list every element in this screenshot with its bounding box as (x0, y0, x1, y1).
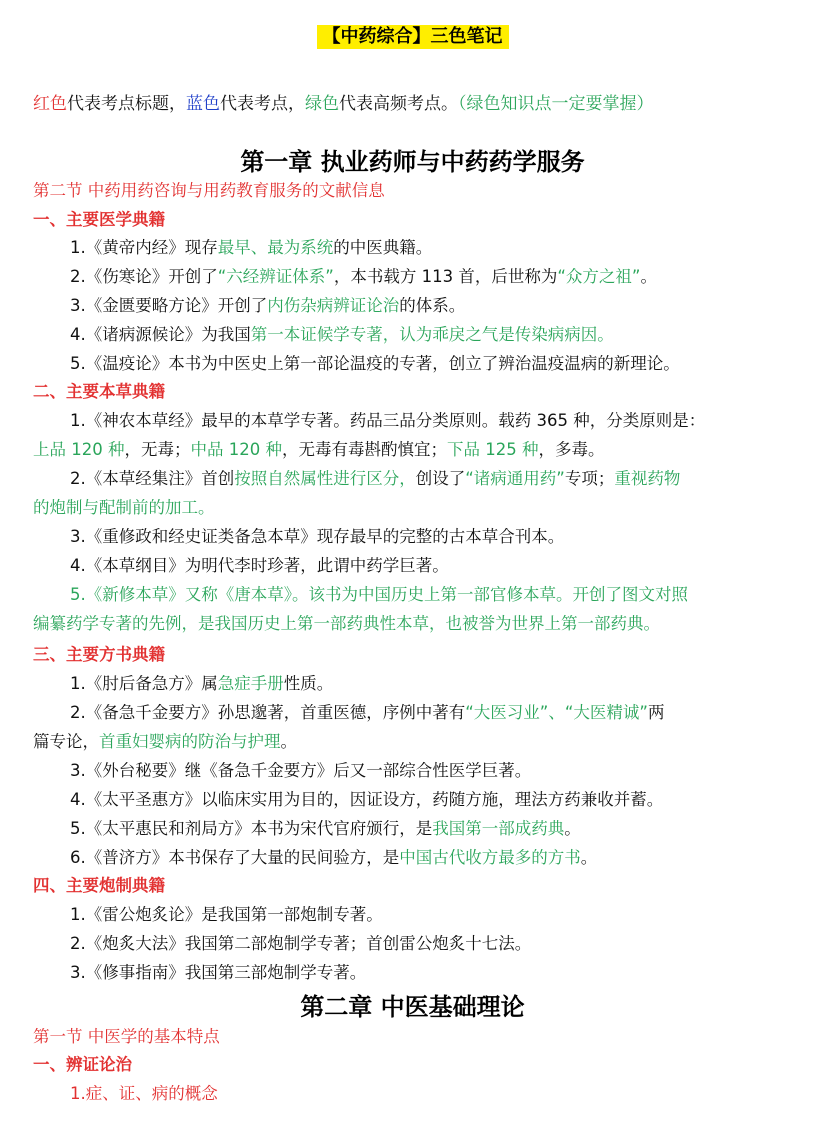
text-run: 。 (640, 267, 657, 286)
text-run: 3.《外台秘要》继《备急千金要方》后又一部综合性医学巨著。 (70, 761, 532, 780)
text-run: 的体系。 (399, 296, 466, 315)
text-run: ，多毒。 (538, 440, 605, 459)
legend-red: 红色 (33, 94, 67, 114)
chapter1-sub3-line (33, 732, 297, 752)
chapter1-sub3-line (70, 790, 663, 810)
chapter1-sub1-line (70, 267, 657, 287)
text-run: “诸病通用药” (465, 469, 565, 488)
text-run: 最早、最为系统 (217, 238, 334, 257)
chapter1-sub3-line (70, 703, 664, 723)
chapter1-sub1-line (70, 238, 432, 258)
text-run: 3.《重修政和经史证类备急本草》现存最早的完整的古本草合刊本。 (70, 527, 565, 546)
legend-green: 绿色 (305, 94, 339, 114)
document-title (0, 25, 825, 49)
text-run: 2.《备急千金要方》孙思邈著，首重医德，序例中著有 (70, 703, 466, 722)
chapter1-sub2-line (33, 440, 604, 460)
text-run: ，无毒； (124, 440, 191, 459)
text-run: 中品 120 种 (190, 440, 282, 459)
text-run: ，无毒有毒斟酌慎宜； (281, 440, 447, 459)
text-run: 两 (647, 703, 665, 722)
text-run: 第一本证候学专著，认为乖戾之气是传染病病因。 (250, 325, 614, 344)
text-run: 3.《金匮要略方论》开创了 (70, 296, 268, 315)
chapter1-sub2-line (70, 556, 449, 576)
text-run: 内伤杂病辨证论治 (267, 296, 400, 315)
chapter1-sub1-heading: 一、主要医学典籍 (33, 210, 165, 229)
text-run: 下品 125 种 (446, 440, 539, 459)
chapter2-sub1-heading: 一、辨证论治 (33, 1055, 132, 1074)
chapter1-sub4-line (70, 934, 531, 954)
text-run: 的炮制与配制前的加工。 (33, 498, 215, 517)
chapter2-item1: 1.症、证、病的概念 (70, 1084, 218, 1103)
chapter1-sub4-heading: 四、主要炮制典籍 (33, 876, 165, 895)
text-run: 我国第一部成药典 (432, 819, 565, 838)
legend-note: （绿色知识点一定要掌握） (458, 94, 654, 114)
text-run: 6.《普济方》本书保存了大量的民间验方，是 (70, 848, 400, 867)
text-run: 2.《本草经集注》首创 (70, 469, 235, 488)
chapter2-section: 第一节 中医学的基本特点 (33, 1027, 220, 1046)
color-legend (33, 94, 654, 114)
legend-blue-desc: 代表考点， (220, 94, 305, 114)
text-run: 1.《雷公炮炙论》是我国第一部炮制专著。 (70, 905, 383, 924)
text-run: 5.《太平惠民和剂局方》本书为宋代官府颁行，是 (70, 819, 433, 838)
document-title-text: 【中药综合】三色笔记 (317, 25, 509, 49)
chapter1-title: 第一章 执业药师与中药药学服务 (240, 147, 585, 176)
chapter1-sub2-line (33, 614, 660, 634)
text-run: 创设了 (415, 469, 466, 488)
text-run: 。 (280, 732, 297, 751)
text-run: 4.《太平圣惠方》以临床实用为目的，因证设方，药随方施，理法方药兼收并蓄。 (70, 790, 664, 809)
chapter1-sub4-line (70, 963, 366, 983)
chapter1-sub2-heading: 二、主要本草典籍 (33, 382, 165, 401)
text-run: 2.《炮炙大法》我国第二部炮制学专著；首创雷公炮炙十七法。 (70, 934, 532, 953)
chapter1-sub2-line (70, 411, 705, 431)
chapter1-sub3-line (70, 761, 531, 781)
text-run: 。 (580, 848, 598, 867)
chapter1-sub2-line (70, 527, 564, 547)
text-run: 4.《本草纲目》为明代李时珍著，此谓中药学巨著。 (70, 556, 449, 575)
text-run: 的中医典籍。 (333, 238, 433, 257)
text-run: “大医习业”、“大医精诚” (465, 703, 648, 722)
text-run: 首重妇婴病的防治与护理 (99, 732, 281, 751)
chapter2-title: 第二章 中医基础理论 (300, 992, 525, 1021)
text-run: 3.《修事指南》我国第三部炮制学专著。 (70, 963, 367, 982)
text-run: 5.《温疫论》本书为中医史上第一部论温疫的专著，创立了辨治温疫温病的新理论。 (70, 354, 680, 373)
text-run: 1.《黄帝内经》现存 (70, 238, 218, 257)
chapter1-sub1-line (70, 354, 680, 374)
text-run: ，本书载方 113 首，后世称为 (333, 267, 558, 286)
legend-green-desc: 代表高频考点。 (339, 94, 458, 114)
chapter1-sub2-line (33, 498, 215, 518)
chapter1-sub2-line (70, 469, 680, 489)
text-run: 按照自然属性进行区分， (234, 469, 416, 488)
text-run: 编纂药学专著的先例，是我国历史上第一部药典性本草，也被誉为世界上第一部药典。 (33, 614, 660, 633)
chapter1-sub3-line (70, 674, 333, 694)
text-run: 4.《诸病源候论》为我国 (70, 325, 251, 344)
text-run: 。 (564, 819, 581, 838)
chapter1-sub2-line (70, 585, 688, 605)
chapter1-sub3-line (70, 819, 581, 839)
chapter1-sub3-heading: 三、主要方书典籍 (33, 645, 165, 664)
chapter1-sub1-line (70, 325, 614, 345)
text-run: 急症手册 (217, 674, 284, 693)
chapter1-section: 第二节 中药用药咨询与用药教育服务的文献信息 (33, 181, 385, 200)
text-run: 2.《伤寒论》开创了 (70, 267, 218, 286)
text-run: 中国古代收方最多的方书 (399, 848, 581, 867)
text-run: 重视药物 (614, 469, 681, 488)
chapter1-sub4-line (70, 905, 383, 925)
text-run: 1.《神农本草经》最早的本草学专著。药品三品分类原则。载药 365 种，分类原则是： (70, 411, 706, 430)
chapter1-sub3-line (70, 848, 597, 868)
text-run: “六经辨证体系” (217, 267, 334, 286)
legend-red-desc: 代表考点标题， (67, 94, 186, 114)
legend-blue: 蓝色 (186, 94, 220, 114)
chapter1-sub1-line (70, 296, 465, 316)
text-run: 篇专论， (33, 732, 99, 751)
text-run: 上品 120 种 (33, 440, 125, 459)
text-run: 专项； (564, 469, 615, 488)
text-run: “众方之祖” (557, 267, 641, 286)
text-run: 性质。 (283, 674, 334, 693)
text-run: 5.《新修本草》又称《唐本草》。该书为中国历史上第一部官修本草。开创了图文对照 (70, 585, 688, 604)
text-run: 1.《肘后备急方》属 (70, 674, 218, 693)
